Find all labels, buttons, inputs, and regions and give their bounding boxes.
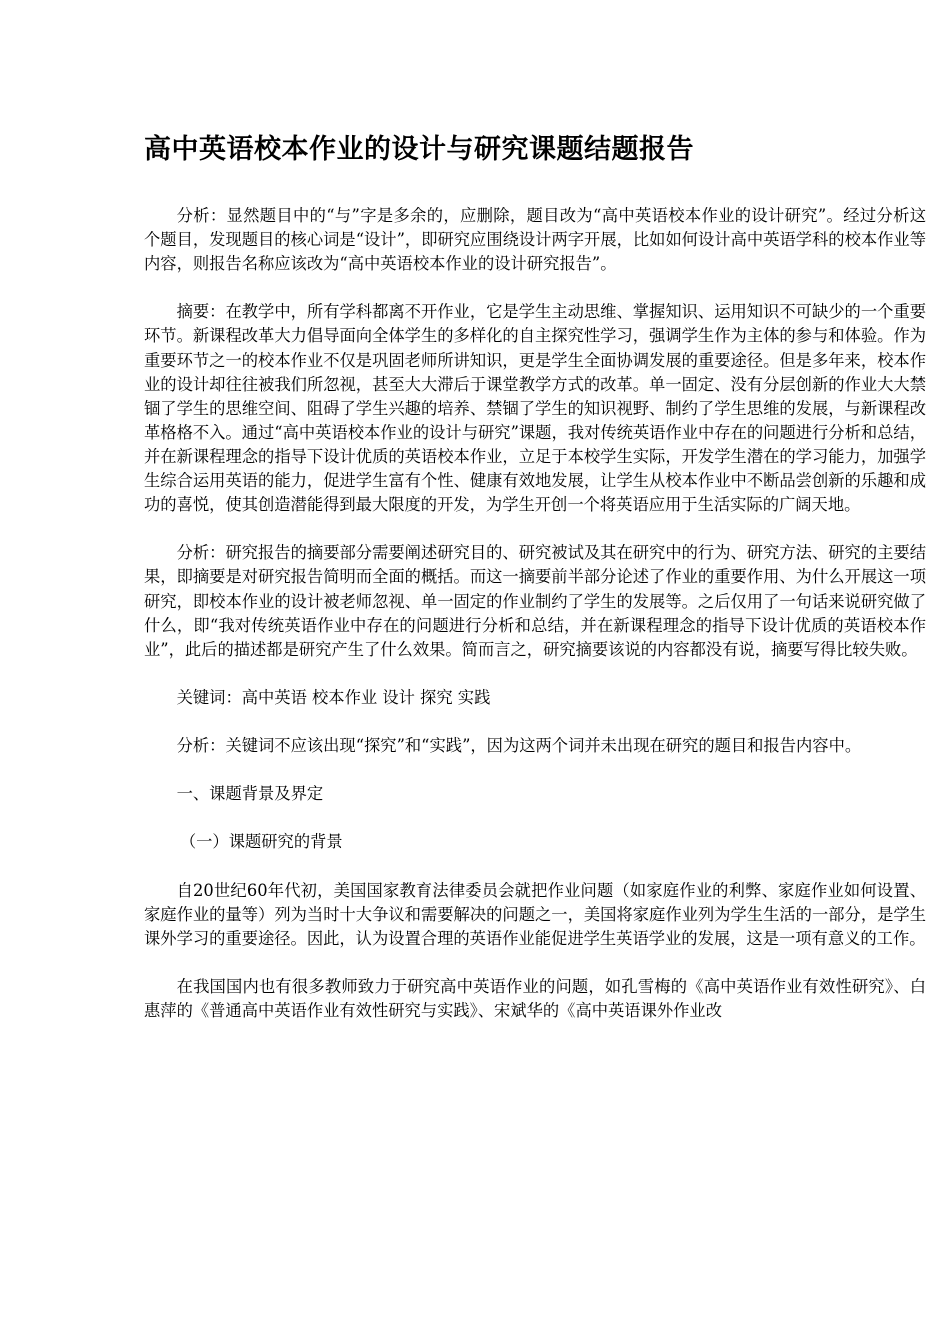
analysis-paragraph-abstract: 分析：研究报告的摘要部分需要阐述研究目的、研究被试及其在研究中的行为、研究方法、研究的主要结果，即摘要是对研究报告简明而全面的概括。而这一摘要前半部分论述了作业的重要作用、为什么开展这一项研究，即校本作业的设计被老师忽视、单一固定的作业制约了学生的发展等。之后仅用了一句话来说研究做了什么，即“我对传统英语作业中存在的问题进行分析和总结，并在新课程理念的指导下设计优质的英语校本作业”，此后的描述都是研究产生了什么效果。简而言之，研究摘要该说的内容都没有说，摘要写得比较失败。	[144, 543, 926, 659]
background-paragraph-china: 在我国国内也有很多教师致力于研究高中英语作业的问题，如孔雪梅的《高中英语作业有效性研究》、白惠萍的《普通高中英语作业有效性研究与实践》、宋斌华的《高中英语课外作业改	[144, 977, 926, 1021]
subsection-heading-research-background: （一）课题研究的背景	[179, 832, 343, 852]
analysis-paragraph-title: 分析：显然题目中的“与”字是多余的，应删除，题目改为“高中英语校本作业的设计研究”。经过分析这个题目，发现题目的核心词是“设计”，即研究应围绕设计两字开展，比如如何设计高中英语学科的校本作业等内容，则报告名称应该改为“高中英语校本作业的设计研究报告”。	[144, 206, 926, 274]
document-title: 高中英语校本作业的设计与研究课题结题报告	[144, 134, 694, 165]
keywords-paragraph: 关键词：高中英语 校本作业 设计 探究 实践	[176, 687, 491, 707]
analysis-paragraph-keywords: 分析：关键词不应该出现“探究”和“实践”，因为这两个词并未出现在研究的题目和报告内容中。	[176, 736, 862, 756]
background-paragraph-us: 自20世纪60年代初，美国国家教育法律委员会就把作业问题（如家庭作业的利弊、家庭作业如何设置、家庭作业的量等）列为当时十大争议和需要解决的问题之一，美国将家庭作业列为学生生活的一部分，是学生课外学习的重要途径。因此，认为设置合理的英语作业能促进学生英语学业的发展，这是一项有意义的工作。	[144, 880, 926, 948]
abstract-paragraph: 摘要：在教学中，所有学科都离不开作业，它是学生主动思维、掌握知识、运用知识不可缺少的一个重要环节。新课程改革大力倡导面向全体学生的多样化的自主探究性学习，强调学生作为主体的参与和体验。作为重要环节之一的校本作业不仅是巩固老师所讲知识，更是学生全面协调发展的重要途径。但是多年来，校本作业的设计却往往被我们所忽视，甚至大大滞后于课堂教学方式的改革。单一固定、没有分层创新的作业大大禁锢了学生的思维空间、阻碍了学生兴趣的培养、禁锢了学生的知识视野、制约了学生思维的发展，与新课程改革格格不入。通过“高中英语校本作业的设计与研究”课题，我对传统英语作业中存在的问题进行分析和总结，并在新课程理念的指导下设计优质的英语校本作业，立足于本校学生实际，开发学生潜在的学习能力，加强学生综合运用英语的能力，促进学生富有个性、健康有效地发展，让学生从校本作业中不断品尝创新的乐趣和成功的喜悦，使其创造潜能得到最大限度的开发，为学生开创一个将英语应用于生活实际的广阔天地。	[144, 302, 926, 515]
document-body	[144, 204, 926, 1047]
section-heading-background: 一、课题背景及界定	[176, 784, 324, 804]
